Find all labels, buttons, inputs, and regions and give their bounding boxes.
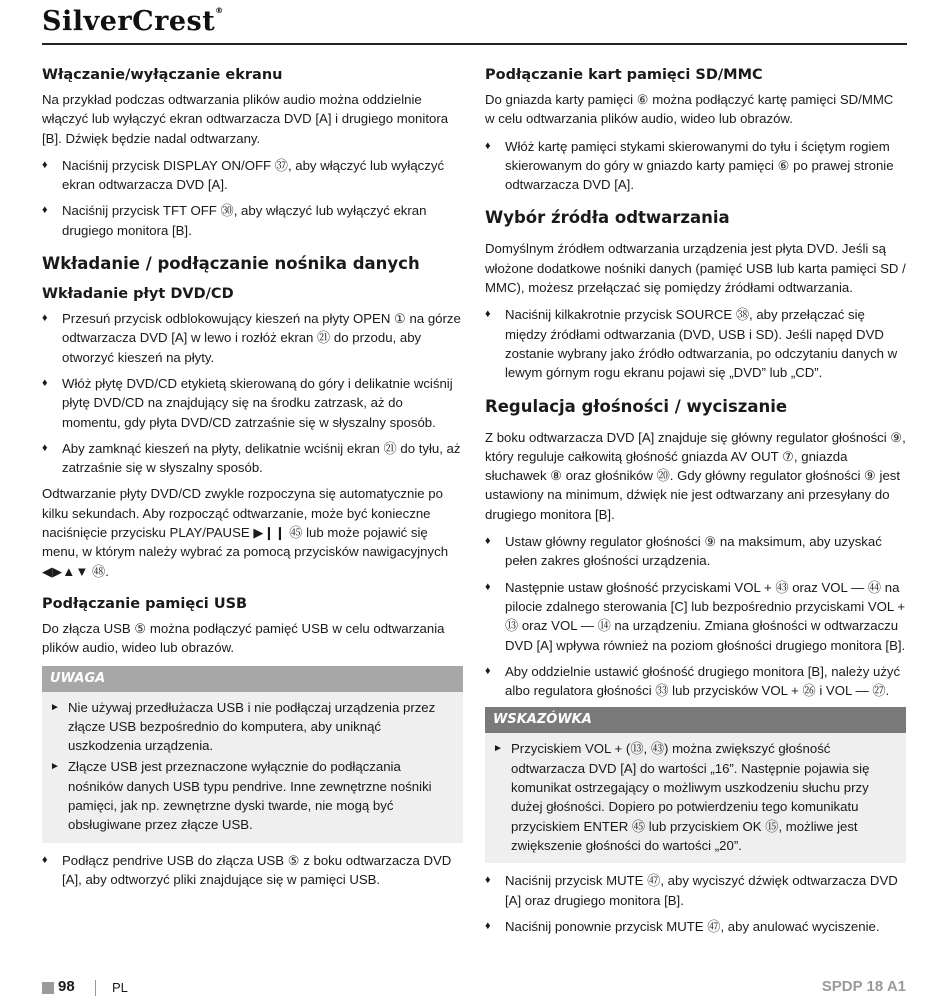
model-number: SPDP 18 A1	[821, 978, 906, 995]
paragraph-dvd: Odtwarzanie płyty DVD/CD zwykle rozpoczyna się automatycznie po kilku sekundach. Aby rozpocząć odtwarzanie, może być konieczne naciśnięcie przycisku PLAY/PAUSE ▶❙❙ ㊺ lub może pojawić się menu, w którym należy wybrać za pomocą przycisków nawigacyjnych ◀▶▲▼ ㊽.	[42, 486, 449, 579]
bullet-item: ♦ Podłącz pendrive USB do złącza USB ⑤ z boku odtwarzacza DVD [A], aby odtworzyć pliki znajdujące się w pamięci USB.	[42, 852, 452, 887]
bullet-item: ♦ Naciśnij przycisk MUTE ㊼, aby wyciszyć dźwięk odtwarzacza DVD [A] oraz drugiego monitora [B].	[485, 873, 898, 908]
bullet-item: ♦ Aby oddzielnie ustawić głośność drugiego monitora [B], należy użyć albo regulatora głośności ㉝ lub przycisków VOL + ㉖ i VOL — ㉗.	[485, 663, 901, 699]
footer-divider	[95, 980, 96, 996]
tip-box	[485, 733, 906, 863]
bullet-item: ♦ Naciśnij przycisk TFT OFF ㉚, aby włączyć lub wyłączyć ekran drugiego monitora [B].	[42, 203, 427, 238]
heading-dvd: Wkładanie płyt DVD/CD	[42, 286, 234, 303]
page-number: 98	[58, 978, 75, 995]
triangle-icon: ►	[50, 701, 60, 713]
diamond-icon: ♦	[485, 664, 491, 677]
diamond-icon: ♦	[485, 535, 491, 548]
paragraph-screen: Na przykład podczas odtwarzania plików audio można oddzielnie włączyć lub wyłączyć ekran odtwarzacza DVD [A] i drugiego monitora [B]. Dźwięk będzie nadal odtwarzany.	[42, 92, 449, 146]
bullet-item: ♦ Włóż płytę DVD/CD etykietą skierowaną do góry i delikatnie wciśnij płytę DVD/CD na znajdujący się na środku zatrzask, aż do momentu, gdy płyta DVD/CD zatrzaśnie się w słyszalny sposób.	[42, 375, 453, 430]
heading-source: Wybór źródła odtwarzania	[485, 208, 730, 228]
bullet-item: ♦ Naciśnij przycisk DISPLAY ON/OFF ㊲, aby włączyć lub wyłączyć ekran odtwarzacza DVD [A].	[42, 157, 445, 193]
tip-header: WSKAZÓWKA	[485, 707, 906, 733]
bullet-item: ♦ Włóż kartę pamięci stykami skierowanymi do tyłu i ściętym rogiem skierowanym do góry w gniazdo karty pamięci ⑥ po prawej stronie odtwarzacza DVD [A].	[485, 138, 894, 193]
paragraph-source: Domyślnym źródłem odtwarzania urządzenia jest płyta DVD. Jeśli są włożone dodatkowe nośniki danych (pamięć USB lub karta pamięci SD / MMC), możesz przełączać się pomiędzy źródłami odtwarzania.	[485, 241, 906, 296]
paragraph-sd: Do gniazda karty pamięci ⑥ można podłączyć kartę pamięci SD/MMC w celu odtwarzania plików audio, wideo lub obrazów.	[485, 92, 894, 127]
brand-logo: SilverCrest®	[42, 6, 224, 37]
bullet-item: ♦ Następnie ustaw głośność przyciskami VOL + ㊸ oraz VOL — ㊹ na pilocie zdalnego sterowania [C] lub bezpośrednio przyciskami VOL + ⑬ oraz VOL — ⑭ na urządzeniu. Zmiana głośności w odtwarzaczu DVD [A] wpływa również na poziom głośności drugiego monitora [B].	[485, 579, 906, 653]
diamond-icon: ♦	[42, 376, 48, 389]
diamond-icon: ♦	[485, 874, 491, 887]
diamond-icon: ♦	[42, 158, 48, 171]
note-item: ► Nie używaj przedłużacza USB i nie podłączaj urządzenia przez złącze USB bezpośrednio do komputera, aby uniknąć uszkodzenia urządzenia.	[50, 699, 436, 754]
heading-sd: Podłączanie kart pamięci SD/MMC	[485, 67, 763, 83]
triangle-icon: ►	[493, 743, 503, 755]
heading-media: Wkładanie / podłączanie nośnika danych	[42, 254, 420, 274]
tip-item: ► Przyciskiem VOL + (⑬, ㊸) można zwiększyć głośność odtwarzacza DVD [A] do wartości „16”. Następnie pojawia się komunikat ostrzegający o możliwym uszkodzeniu słuchu przy dużej głośności. Dopiero po potwierdzeniu tego komunikatu przyciskiem ENTER ㊺ lub przyciskiem OK ⑮, możliwe jest zwiększenie głośności do wartości „20”.	[493, 741, 870, 853]
paragraph-volume: Z boku odtwarzacza DVD [A] znajduje się główny regulator głośności ⑨, który reguluje całkowitą głośność gniazda AV OUT ⑦, gniazda słuchawek ⑧ oraz głośników ⑳. Gdy główny regulator głośności ⑨ jest ustawiony na minimum, dźwięk nie jest odtwarzany ani przesyłany do drugiego monitora [B].	[485, 429, 906, 522]
diamond-icon: ♦	[485, 308, 491, 321]
diamond-icon: ♦	[485, 580, 491, 593]
heading-screen: Włączanie/wyłączanie ekranu	[42, 67, 283, 83]
diamond-icon: ♦	[42, 312, 48, 325]
diamond-icon: ♦	[485, 139, 491, 152]
heading-usb: Podłączanie pamięci USB	[42, 595, 248, 612]
left-column	[42, 66, 463, 896]
diamond-icon: ♦	[485, 919, 491, 932]
paragraph-usb: Do złącza USB ⑤ można podłączyć pamięć USB w celu odtwarzania plików audio, wideo lub obrazów.	[42, 620, 445, 656]
note-header: UWAGA	[42, 666, 463, 692]
note-box	[42, 692, 463, 843]
diamond-icon: ♦	[42, 204, 48, 217]
page-marker	[42, 982, 54, 994]
bullet-item: ♦ Ustaw główny regulator głośności ⑨ na maksimum, aby uzyskać pełen zakres głośności urządzenia.	[485, 534, 882, 569]
triangle-icon: ►	[50, 761, 60, 773]
header-rule	[42, 43, 907, 45]
bullet-item: ♦ Przesuń przycisk odblokowujący kieszeń na płyty OPEN ① na górze odtwarzacza DVD [A] w lewo i rozłóż ekran ㉑ do przodu, aby otworzyć kieszeń na płyty.	[42, 311, 461, 365]
diamond-icon: ♦	[42, 853, 48, 866]
diamond-icon: ♦	[42, 441, 48, 454]
heading-volume: Regulacja głośności / wyciszanie	[485, 396, 788, 416]
right-column	[485, 66, 906, 943]
bullet-item: ♦ Aby zamknąć kieszeń na płyty, delikatnie wciśnij ekran ㉑ do tyłu, aż zatrzaśnie się w słyszalny sposób.	[42, 440, 461, 476]
note-item: ► Złącze USB jest przeznaczone wyłącznie do podłączania nośników danych USB typu pendrive. Inne zewnętrzne nośniki pamięci, jak np. zewnętrzne dyski twarde, nie mogą być obsługiwane przez złącze USB.	[50, 759, 432, 833]
language-code: PL	[112, 980, 128, 995]
bullet-item: ♦ Naciśnij kilkakrotnie przycisk SOURCE ㊳, aby przełączać się między źródłami odtwarzania (DVD, USB i SD). Jeśli napęd DVD zostanie wybrany jako źródło odtwarzania, po odczytaniu danych w lewym górnym rogu ekranu pojawi się „DVD” lub „CD”.	[485, 307, 898, 381]
bullet-item: ♦ Naciśnij ponownie przycisk MUTE ㊼, aby anulować wyciszenie.	[485, 917, 906, 936]
